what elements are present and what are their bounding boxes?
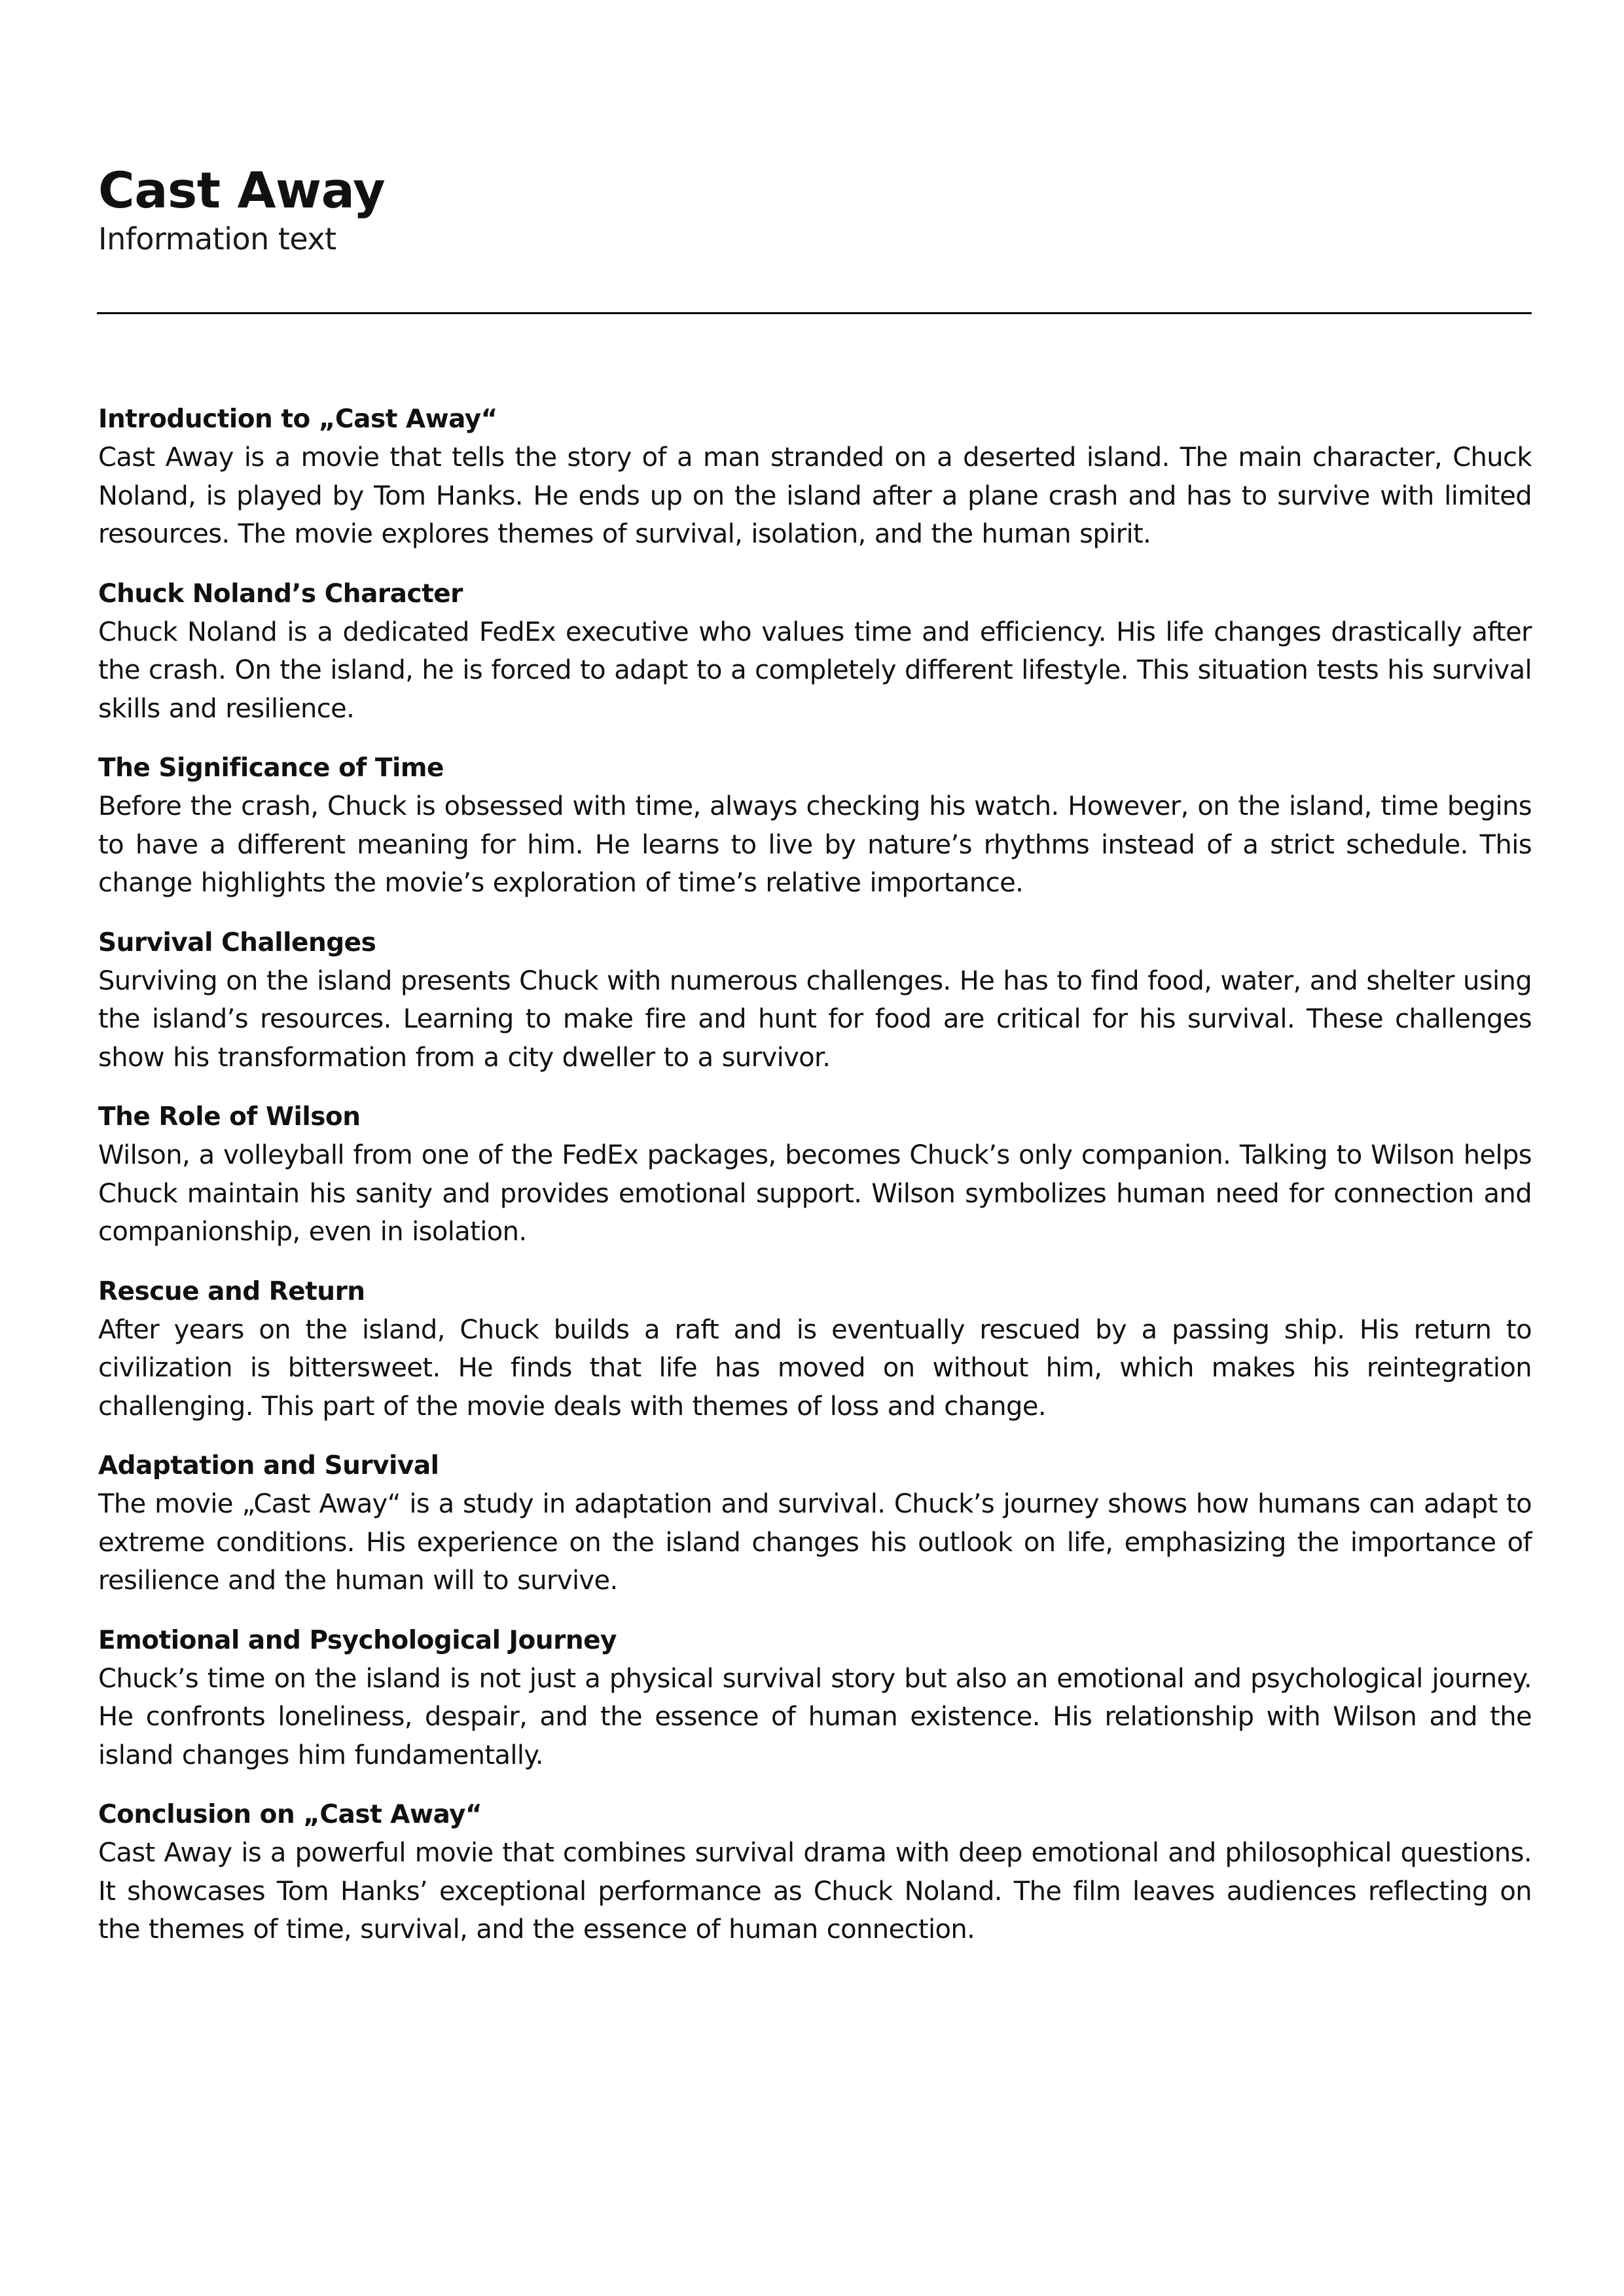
- section-body: After years on the island, Chuck builds a raft and is eventually rescued by a passing ship. His return to civilization is bittersweet. He finds that life has moved on without him, which makes his reintegration challenging. This part of the movie deals with themes of loss and change.: [98, 1314, 1532, 1422]
- section-body: Surviving on the island presents Chuck with numerous challenges. He has to find food, water, and shelter using the island’s resources. Learning to make fire and hunt for food are critical for his survival. These challenges show his transformation from a city dweller to a survivor.: [98, 965, 1532, 1073]
- section-heading: Chuck Noland’s Character: [98, 579, 463, 609]
- section-introduction: [98, 401, 1532, 554]
- section-heading: Conclusion on „Cast Away“: [98, 1800, 482, 1829]
- section-heading: Introduction to „Cast Away“: [98, 404, 497, 434]
- section-emotional-journey: [98, 1622, 1532, 1775]
- section-heading: Adaptation and Survival: [98, 1451, 439, 1480]
- section-rescue: [98, 1273, 1532, 1426]
- section-heading: Survival Challenges: [98, 927, 376, 958]
- section-adaptation: [98, 1447, 1532, 1600]
- section-body: Wilson, a volleyball from one of the FedEx packages, becomes Chuck’s only companion. Talking to Wilson helps Chuck maintain his sanity and provides emotional support. Wilson symbolizes human need for connection and companionship, even in isolation.: [98, 1140, 1532, 1247]
- document-content: [98, 401, 1532, 1971]
- section-heading: The Significance of Time: [98, 753, 444, 783]
- section-body: The movie „Cast Away“ is a study in adaptation and survival. Chuck’s journey shows how humans can adapt to extreme conditions. His experience on the island changes his outlook on life, emphasizing the importance of resilience and the human will to survive.: [98, 1489, 1532, 1596]
- section-body: Before the crash, Chuck is obsessed with time, always checking his watch. However, on the island, time begins to have a different meaning for him. He learns to live by nature’s rhythms instead of a strict schedule. This change highlights the movie’s exploration of time’s relative importance.: [98, 791, 1532, 898]
- document-title: Cast Away: [98, 161, 386, 219]
- section-body: Chuck’s time on the island is not just a physical survival story but also an emotional and psychological journey. He confronts loneliness, despair, and the essence of human existence. His relationship with Wilson and the island changes him fundamentally.: [98, 1663, 1532, 1770]
- section-heading: Emotional and Psychological Journey: [98, 1625, 617, 1655]
- section-time: [98, 749, 1532, 903]
- section-wilson: [98, 1098, 1532, 1251]
- header-divider: [97, 312, 1532, 314]
- section-character: [98, 575, 1532, 728]
- section-heading: The Role of Wilson: [98, 1102, 361, 1132]
- section-body: Cast Away is a movie that tells the story of a man stranded on a deserted island. The main character, Chuck Noland, is played by Tom Hanks. He ends up on the island after a plane crash and has to survive with limited resources. The movie explores themes of survival, isolation, and the human spirit.: [98, 442, 1532, 549]
- section-body: Chuck Noland is a dedicated FedEx executive who values time and efficiency. His life changes drastically after the crash. On the island, he is forced to adapt to a completely different lifestyle. This situation tests his survival skills and resilience.: [98, 617, 1532, 724]
- section-survival-challenges: [98, 924, 1532, 1077]
- document-header: [98, 160, 1532, 257]
- document-subtitle: Information text: [98, 221, 336, 257]
- section-heading: Rescue and Return: [98, 1276, 365, 1306]
- section-conclusion: [98, 1796, 1532, 1949]
- section-body: Cast Away is a powerful movie that combines survival drama with deep emotional and philosophical questions. It showcases Tom Hanks’ exceptional performance as Chuck Noland. The film leaves audiences reflecting on the themes of time, survival, and the essence of human connection.: [98, 1838, 1532, 1945]
